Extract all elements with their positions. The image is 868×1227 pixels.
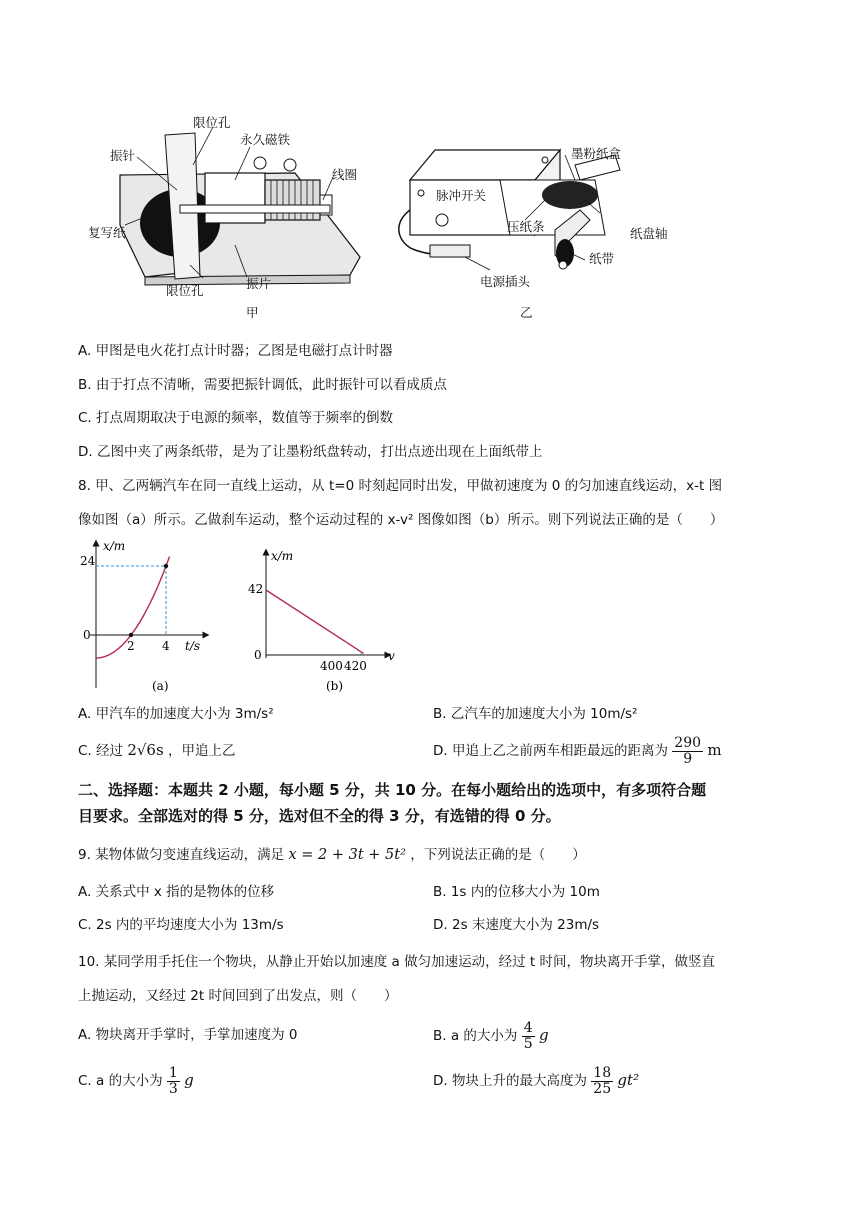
chart-a-point-4-24 — [164, 564, 168, 568]
chart-a-xtick-4: 4 — [162, 639, 170, 653]
q10-option-b — [433, 1018, 549, 1053]
q9-option-b: B. 1s 内的位移大小为 10m — [433, 884, 600, 900]
q7-option-a: A. 甲图是电火花打点计时器；乙图是电磁打点计时器 — [78, 343, 393, 359]
chart-b — [248, 548, 408, 698]
q10-option-b-denominator: 5 — [523, 1035, 533, 1052]
q8-option-d-pre: D. 甲追上乙之前两车相距最远的距离为 — [433, 743, 668, 759]
q10-option-d — [433, 1063, 639, 1098]
chart-a — [78, 538, 218, 698]
q8-option-d-unit: m — [707, 741, 722, 759]
jia-label-coil: 线圈 — [332, 167, 358, 182]
chart-b-xtick-400: 400 — [320, 659, 343, 673]
chart-a-ylabel: x/m — [103, 539, 126, 553]
q8-option-d — [433, 735, 722, 767]
q7-option-d: D. 乙图中夹了两条纸带，是为了让墨粉纸盘转动，打出点迹出现在上面纸带上 — [78, 444, 543, 460]
jia-label-carbon-paper: 复写纸 — [88, 225, 126, 240]
q9-option-c: C. 2s 内的平均速度大小为 13m/s — [78, 917, 284, 933]
chart-b-xlabel: v — [388, 649, 395, 663]
q10-option-d-numerator: 18 — [593, 1064, 612, 1081]
q10-option-b-numerator: 4 — [523, 1019, 533, 1036]
jia-label-limit-hole-top: 限位孔 — [193, 115, 231, 130]
q10-option-c-pre: C. a 的大小为 — [78, 1073, 163, 1089]
yi-label-ink-box: 墨粉纸盒 — [571, 146, 622, 161]
chart-a-ytick-24: 24 — [80, 554, 96, 568]
q8-stem-line2: 像如图（a）所示。乙做刹车运动，整个运动过程的 x-v² 图像如图（b）所示。则下列说法正确的是（ ） — [78, 512, 724, 528]
chart-a-point-2-0 — [129, 633, 133, 637]
q9-option-d: D. 2s 末速度大小为 23m/s — [433, 917, 600, 933]
q7-option-b: B. 由于打点不清晰，需要把振针调低，此时振针可以看成质点 — [78, 377, 447, 393]
q10-option-d-post: gt² — [617, 1071, 640, 1089]
q8-option-d-denominator: 9 — [683, 750, 693, 767]
q8-option-b: B. 乙汽车的加速度大小为 10m/s² — [433, 706, 638, 722]
q10-option-c-numerator: 1 — [168, 1064, 178, 1081]
q8-stem-line1: 8. 甲、乙两辆汽车在同一直线上运动，从 t=0 时刻起同时出发，甲做初速度为 0 的匀加速直线运动，x-t 图 — [78, 478, 723, 494]
chart-a-xtick-2: 2 — [127, 639, 135, 653]
yi-caption: 乙 — [520, 305, 533, 320]
chart-a-caption: (a) — [152, 679, 169, 693]
q10-option-a: A. 物块离开手掌时，手掌加速度为 0 — [78, 1027, 298, 1043]
q10-option-b-post: g — [538, 1026, 549, 1044]
q9-formula: x = 2 + 3t + 5t² — [288, 847, 406, 863]
q8-option-a: A. 甲汽车的加速度大小为 3m/s² — [78, 706, 274, 722]
yi-label-power-plug: 电源插头 — [480, 274, 531, 289]
jia-label-permanent-magnet: 永久磁铁 — [240, 132, 291, 147]
q8-option-c-pre: C. 经过 — [78, 743, 124, 759]
q8-option-c-post: ，甲追上乙 — [167, 743, 236, 759]
q10-option-d-denominator: 25 — [593, 1080, 612, 1097]
q9-stem-post: ，下列说法正确的是（ ） — [410, 847, 586, 863]
yi-label-paper-tape: 纸带 — [589, 251, 615, 266]
chart-b-xtick-420: 420 — [344, 659, 367, 673]
q9-option-a: A. 关系式中 x 指的是物体的位移 — [78, 884, 275, 900]
q10-option-c-post: g — [184, 1071, 194, 1089]
chart-b-line — [266, 590, 361, 652]
q10-option-b-pre: B. a 的大小为 — [433, 1028, 518, 1044]
q8-option-d-numerator: 290 — [674, 734, 702, 751]
chart-b-origin: 0 — [254, 648, 262, 662]
jia-caption: 甲 — [246, 305, 259, 320]
q10-option-b-fraction — [522, 1021, 535, 1052]
chart-b-ylabel: x/m — [271, 549, 294, 563]
q10-option-c — [78, 1063, 194, 1098]
chart-a-origin: 0 — [83, 628, 91, 642]
chart-a-xlabel: t/s — [185, 639, 201, 653]
q10-option-c-fraction — [167, 1066, 180, 1097]
q9-stem-pre: 9. 某物体做匀变速直线运动，满足 — [78, 847, 285, 863]
q10-option-c-denominator: 3 — [168, 1080, 178, 1097]
jia-label-vibrating-plate: 振片 — [246, 276, 272, 291]
chart-b-ytick-42: 42 — [248, 582, 264, 596]
section2-line1: 二、选择题：本题共 2 小题，每小题 5 分，共 10 分。在每小题给出的选项中，有多项符合题 — [78, 781, 707, 799]
q8-option-d-fraction — [672, 736, 703, 767]
yi-label-reel-shaft: 纸盘轴 — [630, 226, 668, 241]
yi-label-press-strip: 压纸条 — [507, 219, 545, 234]
q8-option-c-math: 2√6s — [127, 741, 164, 759]
q7-option-c: C. 打点周期取决于电源的频率，数值等于频率的倒数 — [78, 410, 394, 426]
chart-b-caption: (b) — [326, 679, 344, 693]
section2-line2: 目要求。全部选对的得 5 分，选对但不全的得 3 分，有选错的得 0 分。 — [78, 807, 561, 825]
q9-stem — [78, 846, 586, 864]
yi-label-pulse-switch: 脉冲开关 — [436, 188, 487, 203]
q10-stem-line1: 10. 某同学用手托住一个物块，从静止开始以加速度 a 做匀加速运动，经过 t 时间，物块离开手掌，做竖直 — [78, 954, 715, 970]
q10-option-d-fraction — [591, 1066, 613, 1097]
q10-stem-line2: 上抛运动，又经过 2t 时间回到了出发点，则（ ） — [78, 988, 398, 1004]
q10-option-d-pre: D. 物块上升的最大高度为 — [433, 1073, 587, 1089]
jia-label-needle: 振针 — [110, 148, 136, 163]
jia-label-limit-hole-bottom: 限位孔 — [166, 283, 204, 298]
q8-option-c — [78, 741, 235, 760]
